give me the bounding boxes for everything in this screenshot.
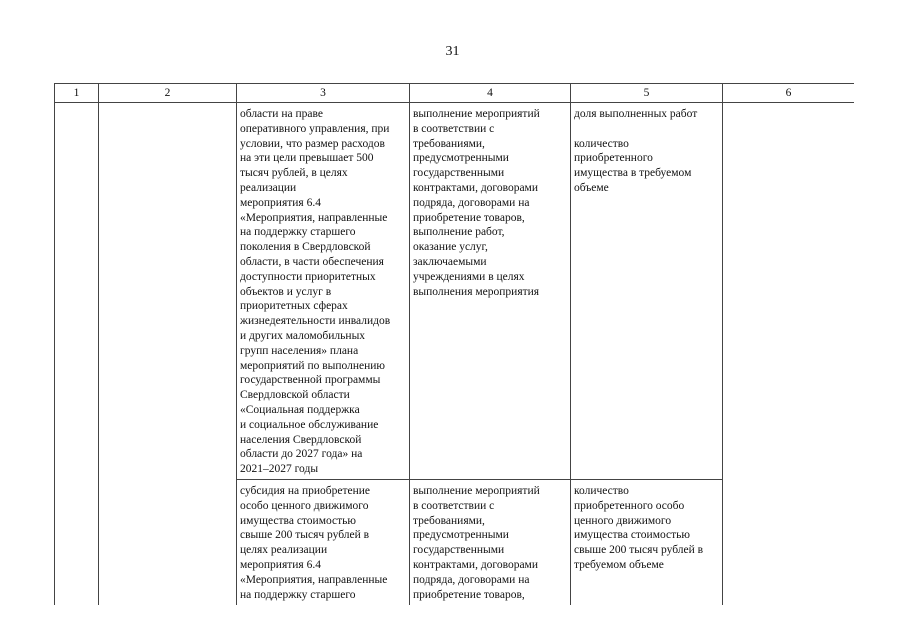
cell-text-lines (413, 107, 568, 299)
cell-text-line: ценного движимого (574, 514, 672, 527)
cell-text-line: и социальное обслуживание (240, 418, 379, 431)
table-cell-col1 (55, 103, 99, 606)
table-header-row (55, 84, 855, 103)
cell-text-line: групп населения» плана (240, 344, 359, 357)
cell-text-lines (413, 484, 568, 602)
document-table-container (54, 83, 854, 605)
table-cell-col2 (99, 103, 237, 606)
table-cell-col5 (571, 103, 723, 480)
cell-text-line: имущества в требуемом (574, 167, 692, 180)
cell-text-line: выполнения мероприятия (413, 285, 540, 298)
cell-text-line: на поддержку старшего (240, 226, 356, 239)
cell-text-line: приобретенного (574, 152, 653, 165)
table-cell-col4 (410, 103, 571, 480)
cell-text-lines (240, 484, 407, 602)
cell-text-line: особо ценного движимого (240, 499, 369, 512)
cell-text-line: в соответствии с (413, 499, 495, 512)
cell-text-lines (240, 107, 407, 477)
page-number: 31 (445, 44, 460, 59)
cell-text-line: мероприятия 6.4 (240, 196, 321, 209)
table-cell-col5 (571, 479, 723, 605)
cell-text-line: населения Свердловской (240, 433, 362, 446)
cell-text-line: количество (574, 484, 629, 497)
cell-text-line: оперативного управления, при (240, 122, 390, 135)
cell-text-line: «Мероприятия, направленные (240, 211, 388, 224)
cell-text-line: государственными (413, 544, 505, 557)
cell-text-line: оказание услуг, (413, 241, 488, 254)
cell-text-line: области, в части обеспечения (240, 255, 384, 268)
cell-text-line: мероприятий по выполнению (240, 359, 386, 372)
table-cell-col6 (723, 103, 855, 606)
cell-text-line: учреждениями в целях (413, 270, 525, 283)
cell-text-line: требованиями, (413, 137, 485, 150)
cell-text-line: государственными (413, 167, 505, 180)
column-header-4: 4 (410, 84, 571, 103)
column-header-2: 2 (99, 84, 237, 103)
cell-text-line: выполнение мероприятий (413, 108, 540, 120)
cell-text-line: приоритетных сферах (240, 300, 348, 313)
cell-text-line: контрактами, договорами (413, 558, 538, 571)
cell-text-line: выполнение мероприятий (413, 484, 540, 497)
cell-text-line: имущества стоимостью (574, 529, 690, 542)
cell-text-line: реализации (240, 181, 297, 194)
cell-text-line: выполнение работ, (413, 226, 505, 239)
cell-text-line: «Социальная поддержка (240, 403, 360, 416)
cell-text-line: доступности приоритетных (240, 270, 376, 283)
cell-text-line: подряда, договорами на (413, 573, 530, 586)
table-cell-col4 (410, 479, 571, 605)
cell-text-line: подряда, договорами на (413, 196, 530, 209)
cell-text-line: субсидия на приобретение (240, 484, 371, 497)
cell-text-line: свыше 200 тысяч рублей в (574, 544, 704, 557)
document-table (54, 83, 854, 605)
cell-text-line: поколения в Свердловской (240, 241, 371, 254)
cell-text-line: объектов и услуг в (240, 285, 332, 298)
cell-text-line: приобретение товаров, (413, 588, 525, 601)
column-header-3: 3 (237, 84, 410, 103)
cell-text-line: в соответствии с (413, 122, 495, 135)
cell-text-line: 2021–2027 годы (240, 463, 319, 476)
cell-text-line: требованиями, (413, 514, 485, 527)
cell-text-lines (574, 107, 720, 196)
cell-text-lines (574, 484, 720, 573)
cell-text-line: жизнедеятельности инвалидов (240, 315, 391, 328)
cell-text-line: Свердловской области (240, 389, 350, 402)
cell-text-line: контрактами, договорами (413, 181, 538, 194)
cell-text-line: условии, что размер расходов (240, 137, 385, 150)
cell-text-line: мероприятия 6.4 (240, 558, 321, 571)
cell-text-line: имущества стоимостью (240, 514, 356, 527)
cell-text-line: и других маломобильных (240, 329, 366, 342)
cell-text-line: заключаемыми (413, 255, 487, 268)
cell-text-line: свыше 200 тысяч рублей в (240, 529, 370, 542)
cell-text-line: области на праве (240, 108, 323, 120)
cell-text-line: доля выполненных работ (574, 108, 698, 120)
column-header-1: 1 (55, 84, 99, 103)
cell-text-line: количество (574, 137, 629, 150)
cell-text-line: предусмотренными (413, 152, 509, 165)
cell-text-line: целях реализации (240, 544, 328, 557)
cell-text-line: объеме (574, 181, 609, 194)
table-row (55, 103, 855, 480)
cell-text-line: тысяч рублей, в целях (240, 167, 348, 180)
cell-text-line: области до 2027 года» на (240, 448, 363, 461)
cell-text-line (574, 122, 720, 137)
cell-text-line: предусмотренными (413, 529, 509, 542)
table-cell-col3 (237, 103, 410, 480)
cell-text-line: государственной программы (240, 374, 381, 387)
table-cell-col3 (237, 479, 410, 605)
cell-text-line: приобретенного особо (574, 499, 685, 512)
cell-text-line: на эти цели превышает 500 (240, 152, 374, 165)
cell-text-line: на поддержку старшего (240, 588, 356, 601)
cell-text-line: требуемом объеме (574, 558, 664, 571)
cell-text-line: «Мероприятия, направленные (240, 573, 388, 586)
cell-text-line: приобретение товаров, (413, 211, 525, 224)
column-header-6: 6 (723, 84, 855, 103)
column-header-5: 5 (571, 84, 723, 103)
